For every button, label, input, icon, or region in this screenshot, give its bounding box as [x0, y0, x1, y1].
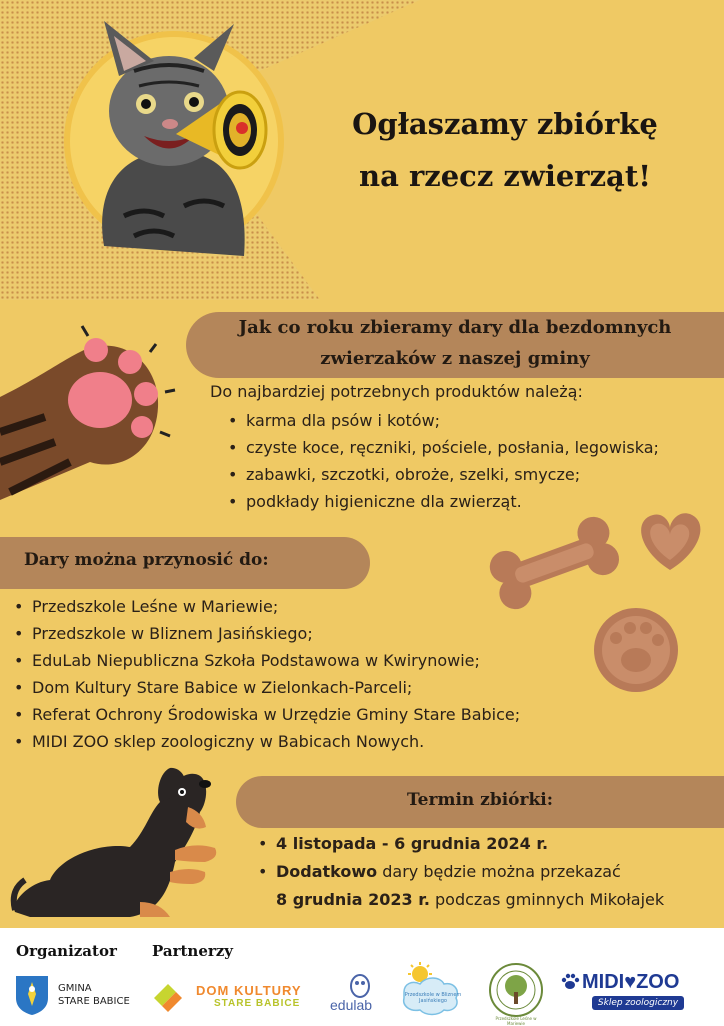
- locations-list: [12, 593, 520, 755]
- midi-zoo-subtitle: Sklep zoologiczny: [592, 996, 684, 1010]
- dom-kultury-logo-text: [196, 984, 302, 1010]
- term-heading: Termin zbiórki:: [406, 790, 553, 810]
- paw-icon: [560, 972, 580, 992]
- gmina-line-1: GMINA: [58, 983, 92, 994]
- list-item: • EduLab Niepubliczna Szkoła Podstawowa w Kwirynowie;: [12, 647, 520, 674]
- przedszkole-bliznem-logo-text: Przedszkole w Bliznem Jasińskiego: [404, 992, 462, 1004]
- products-lead: Do najbardziej potrzebnych produktów należą:: [210, 382, 583, 401]
- midi-text: MIDI: [582, 971, 625, 993]
- organizer-label: Organizator: [16, 942, 117, 960]
- dk-line-2: STARE BABICE: [214, 998, 301, 1009]
- list-item: • Przedszkole w Bliznem Jasińskiego;: [12, 620, 520, 647]
- products-list: [226, 407, 659, 515]
- term-dates: • 4 listopada - 6 grudnia 2024 r.: [258, 834, 549, 853]
- cat-paw-illustration: [0, 322, 175, 502]
- cat-megaphone-illustration: [64, 16, 314, 266]
- gmina-logo-text: [58, 982, 130, 1008]
- gmina-crest-icon: [14, 974, 50, 1016]
- intro-heading: [186, 312, 724, 374]
- przedszkole-lesne-logo-text: Przedszkole Leśne w Mariewie: [495, 1016, 537, 1026]
- treats-illustration: [488, 500, 708, 700]
- term-list: [258, 830, 664, 914]
- intro-heading-line-2: zwierzaków z naszej gminy: [320, 348, 590, 369]
- zoo-text: ZOO: [636, 971, 680, 993]
- title-line-2: na rzecz zwierząt!: [359, 159, 651, 193]
- dom-kultury-logo-icon: [150, 980, 186, 1016]
- list-item: • Referat Ochrony Środowiska w Urzędzie Gminy Stare Babice;: [12, 701, 520, 728]
- list-item: • zabawki, szczotki, obroże, szelki, smycze;: [226, 461, 659, 488]
- gmina-line-2: STARE BABICE: [58, 996, 130, 1007]
- term-extra-date: 8 grudnia 2023 r. podczas gminnych Mikołajek: [276, 890, 665, 909]
- title-line-1: Ogłaszamy zbiórkę: [352, 107, 658, 141]
- edulab-owl-icon: [343, 970, 377, 998]
- heart-icon: ♥: [624, 971, 637, 993]
- locations-heading: Dary można przynosić do:: [24, 550, 269, 570]
- list-item: • Przedszkole Leśne w Mariewie;: [12, 593, 520, 620]
- przedszkole-lesne-tree-logo-icon: [488, 962, 544, 1018]
- przedszkole-sun-logo-icon: [398, 962, 464, 1018]
- list-item: • podkłady higieniczne dla zwierząt.: [226, 488, 659, 515]
- poster-title: [300, 98, 710, 202]
- partners-label: Partnerzy: [152, 942, 234, 960]
- list-item: • MIDI ZOO sklep zoologiczny w Babicach Nowych.: [12, 728, 520, 755]
- term-extra: • Dodatkowo dary będzie można przekazać: [258, 862, 621, 881]
- dog-illustration: [10, 762, 225, 922]
- list-item: • Dom Kultury Stare Babice w Zielonkach-Parceli;: [12, 674, 520, 701]
- list-item: • czyste koce, ręczniki, pościele, posłania, legowiska;: [226, 434, 659, 461]
- list-item: • karma dla psów i kotów;: [226, 407, 659, 434]
- intro-heading-line-1: Jak co roku zbieramy dary dla bezdomnych: [238, 317, 672, 338]
- dk-line-1: DOM KULTURY: [196, 983, 302, 998]
- midi-zoo-logo-text: [582, 970, 679, 994]
- edulab-logo-text: edulab: [330, 997, 373, 1013]
